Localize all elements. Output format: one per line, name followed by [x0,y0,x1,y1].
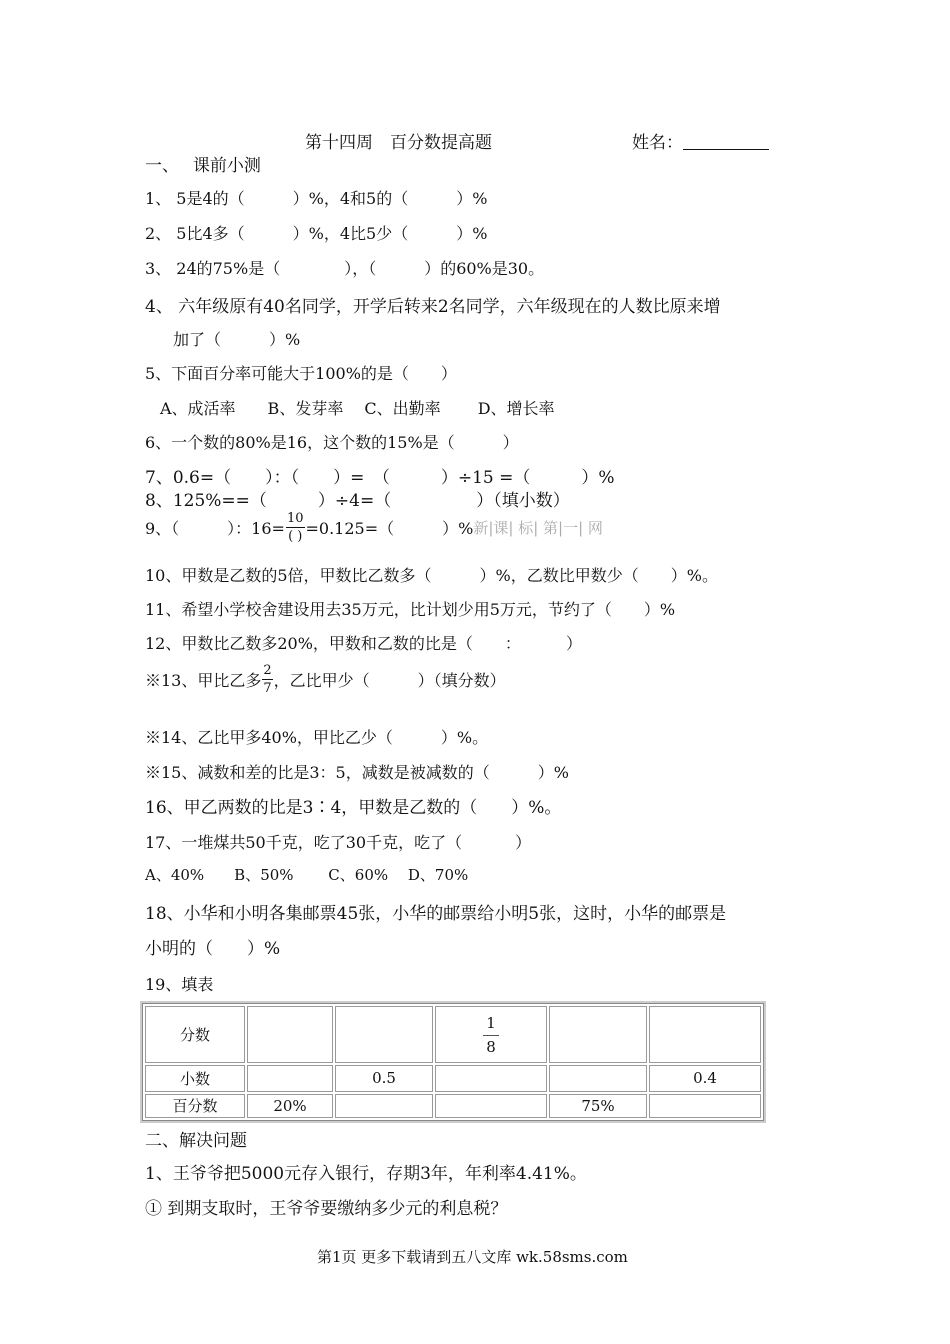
question-9 [145,512,603,543]
table-cell: 75% [549,1094,647,1118]
table-cell: 20% [247,1094,333,1118]
question-5: 5、下面百分率可能大于100%的是（ ） [145,364,457,383]
table-cell: 0.5 [335,1065,433,1091]
table-cell [649,1094,761,1118]
page-footer: 第1页 更多下载请到五八文库 wk.58sms.com [317,1248,628,1266]
question-10: 10、甲数是乙数的5倍，甲数比乙数多（ ）%，乙数比甲数少（ ）%。 [145,566,718,585]
question-13-fraction [262,664,272,695]
question-2: 2、 5比4多（ ）%，4比5少（ ）% [145,224,488,243]
fraction-denominator: 8 [486,1038,496,1057]
question-8: 8、125%==（ ）÷4=（ ）（填小数） [145,491,570,511]
section-heading-1: 一、 课前小测 [145,156,261,176]
name-blank [683,133,769,150]
question-13 [145,664,506,695]
watermark: 新|课| 标| 第|一| 网 [473,519,603,537]
question-19: 19、填表 [145,975,214,994]
page-title: 第十四周 百分数提高题 [305,133,492,153]
question-17-options: A、40% B、50% C、60% D、70% [145,866,469,884]
table-cell [335,1094,433,1118]
table-cell [649,1006,761,1063]
question-12: 12、甲数比乙数多20%，甲数和乙数的比是（ ： ） [145,634,583,653]
table-row-fraction [145,1006,761,1063]
table-cell: 0.4 [649,1065,761,1091]
question-15: ※15、减数和差的比是3：5，减数是被减数的（ ）% [145,763,569,782]
table-row-percent [145,1094,761,1118]
question-5-options: A、成活率 B、发芽率 C、出勤率 D、增长率 [160,399,555,418]
fill-in-table [142,1003,764,1121]
row-label-fraction: 分数 [145,1006,245,1063]
question-1: 1、 5是4的（ ）%，4和5的（ ）% [145,189,488,208]
question-13-fraction-numerator: 2 [263,663,272,678]
fraction-value [483,1016,499,1055]
name-label: 姓名： [632,133,683,153]
table-row-decimal [145,1065,761,1091]
question-9-fraction-denominator: ( ) [288,529,303,544]
question-14: ※14、乙比甲多40%，甲比乙少（ ）%。 [145,728,489,747]
table-cell [247,1065,333,1091]
table-cell [335,1006,433,1063]
question-9-prefix: 9、（ ）：16= [145,519,285,538]
question-17: 17、一堆煤共50千克，吃了30千克，吃了（ ） [145,833,532,852]
table-cell [247,1006,333,1063]
question-9-fraction [286,512,305,543]
question-18-line2: 小明的（ ）% [145,939,281,959]
name-field [632,128,769,153]
question-18-line1: 18、小华和小明各集邮票45张，小华的邮票给小明5张，这时，小华的邮票是 [145,904,727,924]
question-16: 16、甲乙两数的比是3∶4，甲数是乙数的（ ）%。 [145,798,562,818]
question-9-suffix: =0.125=（ ）% [305,519,474,538]
question-6: 6、一个数的80%是16，这个数的15%是（ ） [145,433,519,452]
question-13-suffix: ，乙比甲少（ ）（填分数） [273,671,506,690]
table-cell [435,1065,547,1091]
problem-1-sub-1: ① 到期支取时，王爷爷要缴纳多少元的利息税？ [145,1199,508,1219]
fraction-numerator: 1 [483,1016,499,1036]
question-3: 3、 24的75%是（ ），（ ）的60%是30。 [145,259,545,278]
question-7: 7、0.6=（ ）：（ ）= （ ）÷15 =（ ）% [145,468,615,488]
question-11: 11、希望小学校舍建设用去35万元，比计划少用5万元，节约了（ ）% [145,600,676,619]
table-cell [435,1094,547,1118]
table-cell [549,1065,647,1091]
question-13-fraction-denominator: 7 [263,681,272,696]
question-4-line1: 4、 六年级原有40名同学，开学后转来2名同学，六年级现在的人数比原来增 [145,297,721,317]
problem-1: 1、王爷爷把5000元存入银行，存期3年，年利率4.41%。 [145,1164,587,1184]
table-cell [549,1006,647,1063]
table-cell-fraction [435,1006,547,1063]
question-4-line2: 加了（ ）% [173,330,301,349]
question-9-fraction-numerator: 10 [286,511,304,526]
question-13-prefix: ※13、甲比乙多 [145,671,262,690]
row-label-decimal: 小数 [145,1065,245,1091]
section-heading-2: 二、解决问题 [145,1131,247,1151]
row-label-percent: 百分数 [145,1094,245,1118]
